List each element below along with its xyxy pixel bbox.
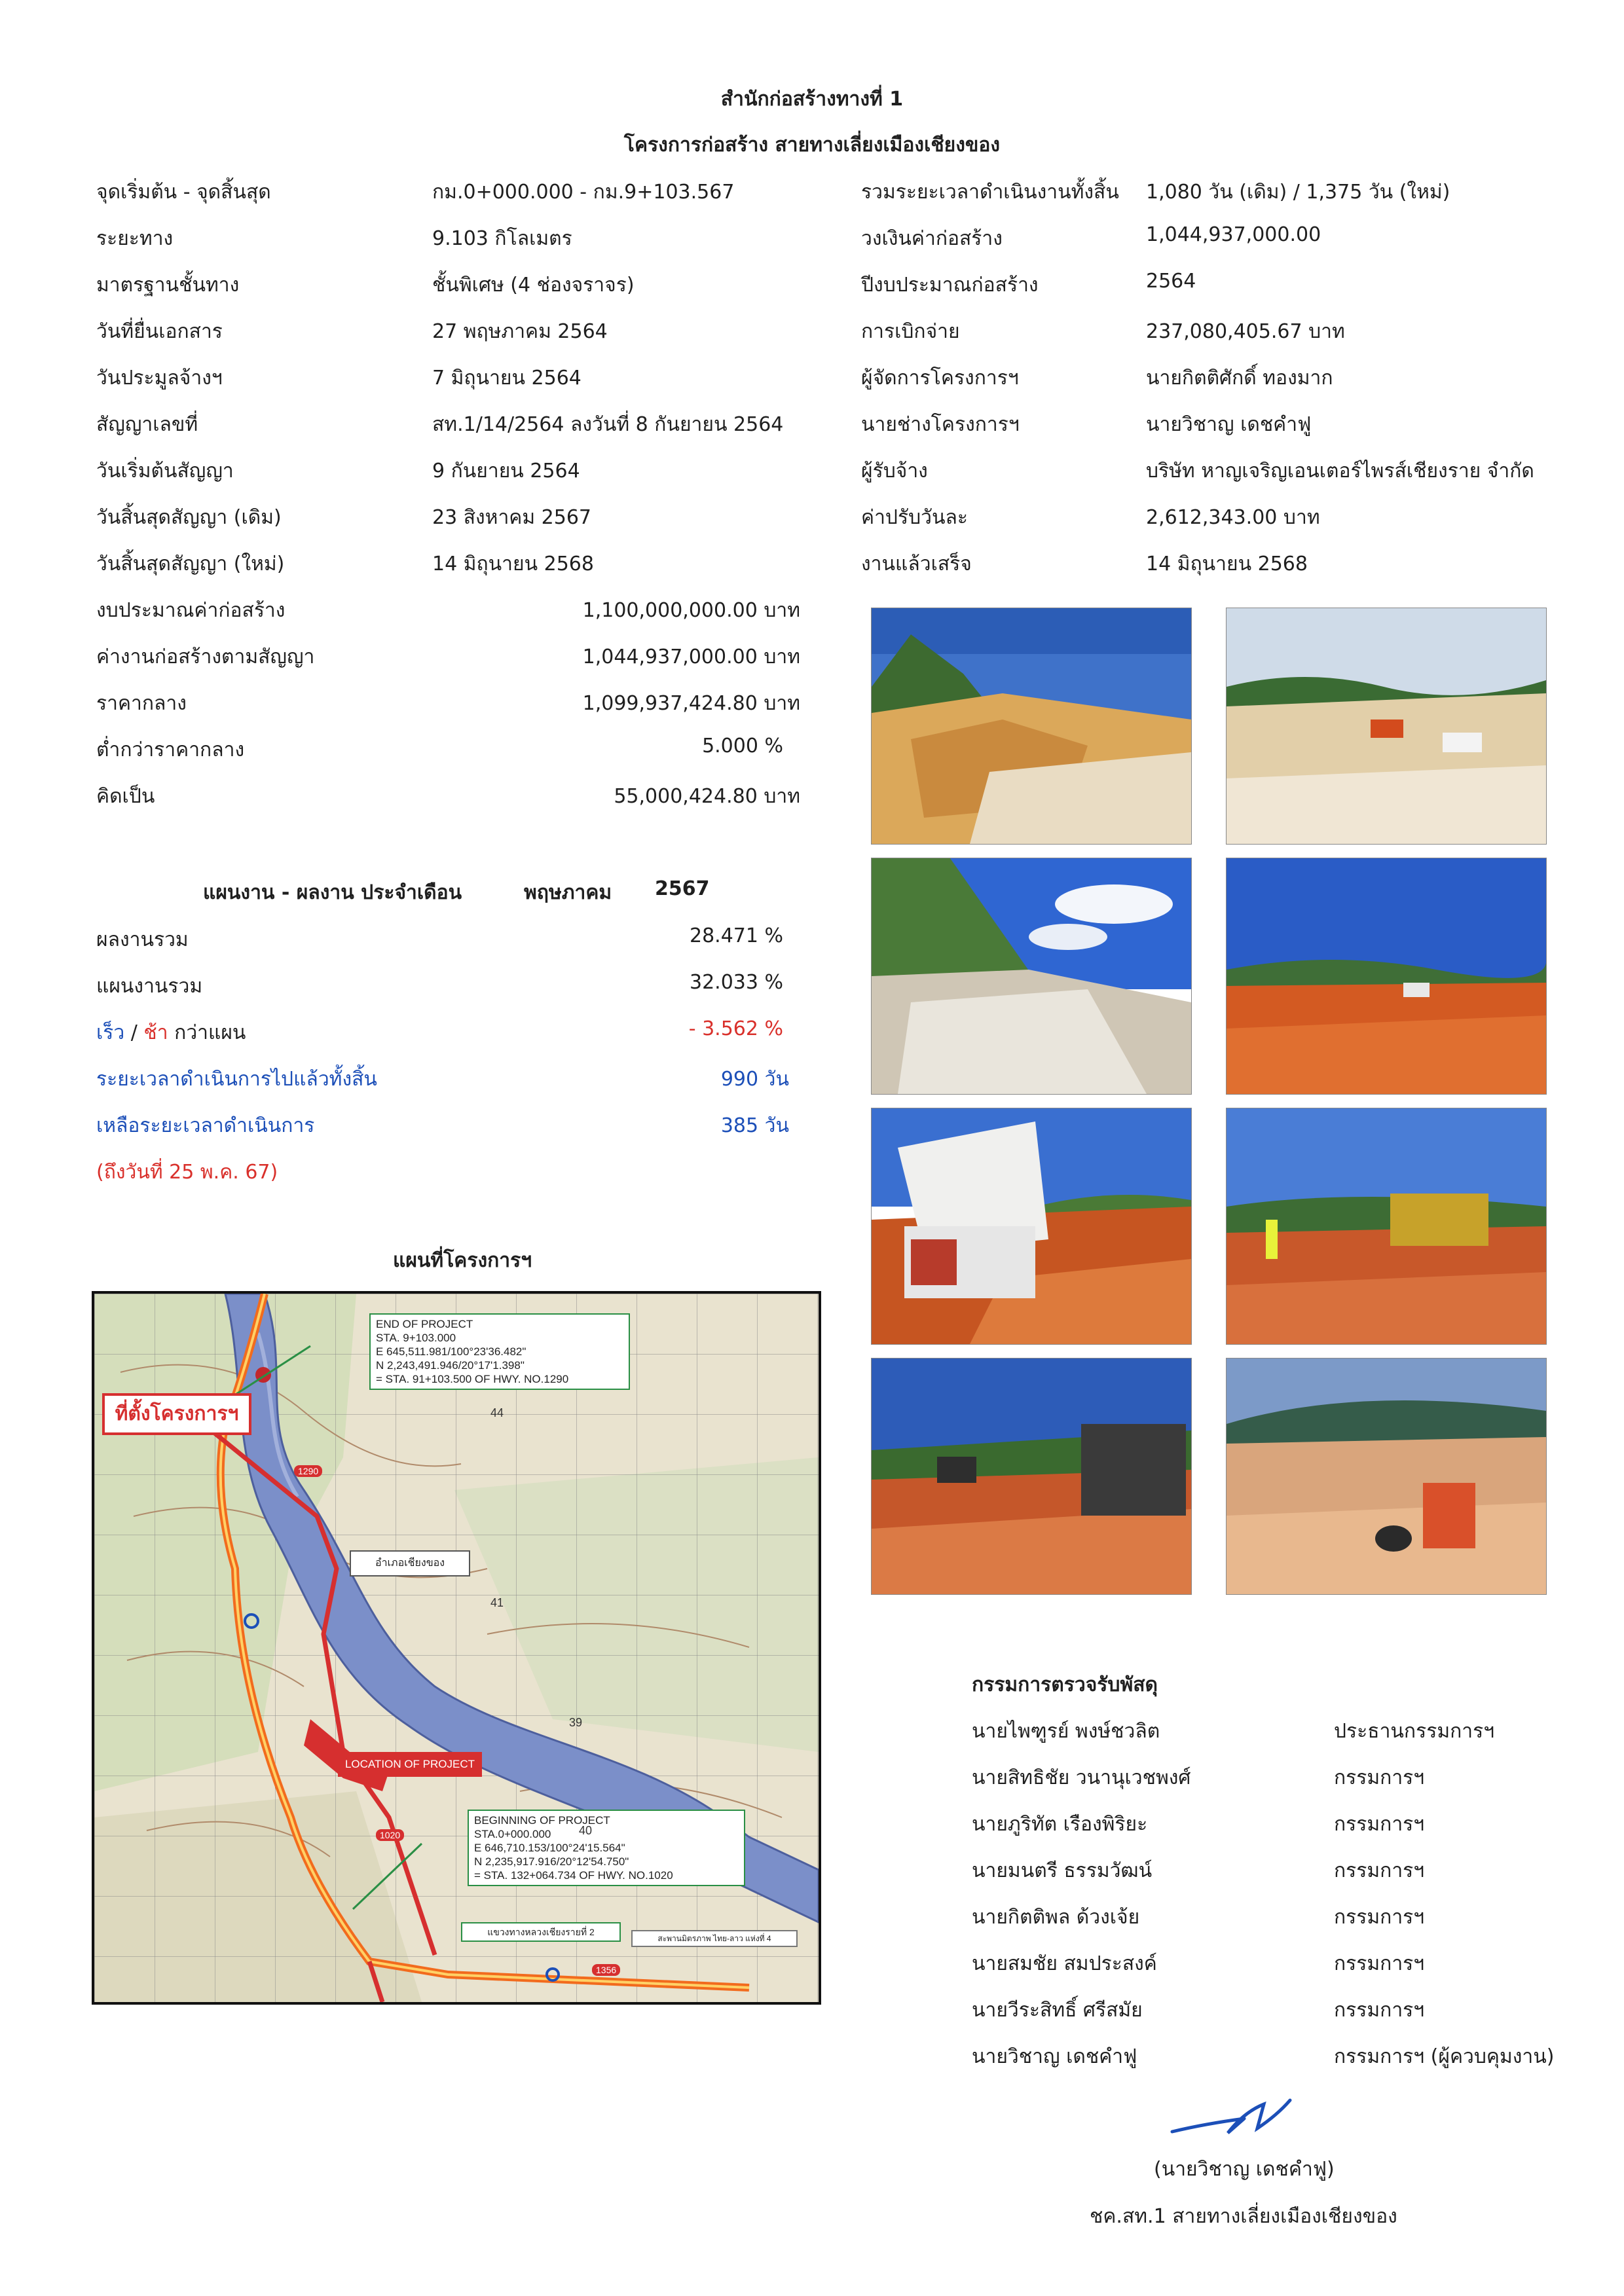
info-label: จุดเริ่มต้น - จุดสิ้นสุด [96, 181, 271, 204]
info-value: 14 มิถุนายน 2568 [432, 553, 594, 575]
junction-label: แขวงทางหลวงเชียงรายที่ 2 [461, 1922, 621, 1942]
site-photo [871, 1108, 1192, 1345]
info-value: 1,044,937,000.00 [1146, 223, 1321, 246]
elapsed-value: 990 วัน [720, 1068, 789, 1091]
info-label: นายช่างโครงการฯ [861, 413, 1020, 436]
budget-label: ราคากลาง [96, 692, 187, 715]
office-title: สำนักก่อสร้างทางที่ 1 [720, 88, 904, 111]
callout-line: END OF PROJECT [376, 1318, 473, 1330]
callout-line: STA.0+000.000 [474, 1828, 551, 1840]
info-label: ค่าปรับวันละ [861, 506, 968, 529]
callout-line: E 646,710.153/100°24'15.564" [474, 1842, 625, 1854]
member-name: นายวีระสิทธิ์ ศรีสมัย [972, 1999, 1143, 2022]
info-label: งานแล้วเสร็จ [861, 553, 972, 575]
remaining-label: เหลือระยะเวลาดำเนินการ [96, 1114, 315, 1137]
info-value: นายกิตติศักดิ์ ทองมาก [1146, 367, 1333, 390]
info-value: 1,080 วัน (เดิม) / 1,375 วัน (ใหม่) [1146, 181, 1450, 204]
progress-year: 2567 [655, 877, 710, 900]
info-value: 2564 [1146, 270, 1196, 293]
progress-heading: แผนงาน - ผลงาน ประจำเดือน [203, 881, 462, 904]
info-label: วันสิ้นสุดสัญญา (ใหม่) [96, 553, 285, 575]
speed-label [96, 1017, 246, 1048]
signature-image [1166, 2092, 1310, 2145]
map-heading: แผนที่โครงการฯ [393, 1249, 532, 1272]
callout-line: = STA. 91+103.500 OF HWY. NO.1290 [376, 1373, 569, 1385]
info-value: บริษัท หาญเจริญเอนเตอร์ไพรส์เชียงราย จำกัด [1146, 460, 1534, 483]
site-photo [1226, 1358, 1547, 1595]
grid-label: 39 [569, 1716, 583, 1729]
info-value: 23 สิงหาคม 2567 [432, 506, 592, 529]
info-label: วงเงินค่าก่อสร้าง [861, 227, 1003, 250]
budget-value: 1,099,937,424.80 บาท [582, 692, 800, 715]
site-photo [871, 608, 1192, 845]
highway-shield: 1356 [592, 1964, 620, 1976]
location-of-project-label: LOCATION OF PROJECT [338, 1752, 482, 1777]
info-value: นายวิชาญ เดชคำฟู [1146, 413, 1312, 436]
site-photo [1226, 858, 1547, 1095]
diff-value: - 3.562 % [688, 1017, 783, 1040]
member-name: นายวิชาญ เดชคำฟู [972, 2045, 1137, 2068]
actual-value: 28.471 % [689, 924, 783, 947]
callout-line: N 2,243,491.946/20°17'1.398" [376, 1359, 525, 1372]
member-name: นายกิตติพล ด้วงเจ้ย [972, 1906, 1140, 1929]
member-role: กรรมการฯ [1334, 1906, 1425, 1929]
project-title: โครงการก่อสร้าง สายทางเลี่ยงเมืองเชียงของ [623, 134, 1001, 156]
site-photo [1226, 608, 1547, 845]
signer-name: (นายวิชาญ เดชคำฟู) [1154, 2158, 1335, 2181]
highway-shield: 1290 [294, 1465, 322, 1477]
callout-line: = STA. 132+064.734 OF HWY. NO.1020 [474, 1869, 673, 1882]
end-of-project-callout [369, 1313, 630, 1390]
site-photo [871, 858, 1192, 1095]
committee-heading: กรรมการตรวจรับพัสดุ [972, 1673, 1158, 1696]
info-value: 237,080,405.67 บาท [1146, 320, 1345, 343]
info-value: 9 กันยายน 2564 [432, 460, 580, 483]
budget-value: 5.000 % [702, 735, 783, 757]
member-name: นายไพฑูรย์ พงษ์ชวลิต [972, 1720, 1160, 1743]
site-location-label: ที่ตั้งโครงการฯ [102, 1393, 251, 1435]
callout-line: E 645,511.981/100°23'36.482" [376, 1345, 526, 1358]
site-photo [1226, 1108, 1547, 1345]
info-value: ชั้นพิเศษ (4 ช่องจราจร) [432, 274, 635, 297]
info-value: กม.0+000.000 - กม.9+103.567 [432, 181, 735, 204]
info-label: ผู้จัดการโครงการฯ [861, 367, 1019, 390]
info-label: ระยะทาง [96, 227, 174, 250]
info-value: 27 พฤษภาคม 2564 [432, 320, 608, 343]
budget-value: 1,044,937,000.00 บาท [582, 646, 800, 668]
budget-label: งบประมาณค่าก่อสร้าง [96, 599, 286, 622]
info-label: รวมระยะเวลาดำเนินงานทั้งสิ้น [861, 181, 1119, 204]
grid-label: 40 [579, 1824, 593, 1837]
member-name: นายสมชัย สมประสงค์ [972, 1952, 1157, 1975]
member-role: กรรมการฯ [1334, 1813, 1425, 1836]
member-role: กรรมการฯ [1334, 1999, 1425, 2022]
budget-value: 55,000,424.80 บาท [614, 785, 800, 808]
speed-separator: / [124, 1021, 144, 1044]
plan-value: 32.033 % [689, 971, 783, 994]
callout-line: BEGINNING OF PROJECT [474, 1814, 610, 1827]
vs-plan-label: กว่าแผน [168, 1021, 246, 1044]
member-role: กรรมการฯ [1334, 1859, 1425, 1882]
budget-label: ค่างานก่อสร้างตามสัญญา [96, 646, 315, 668]
info-label: มาตรฐานชั้นทาง [96, 274, 240, 297]
grid-label: 44 [490, 1406, 504, 1419]
bridge-label: สะพานมิตรภาพ ไทย-ลาว แห่งที่ 4 [631, 1930, 798, 1947]
member-role: กรรมการฯ (ผู้ควบคุมงาน) [1334, 2045, 1555, 2068]
grid-label: 41 [490, 1596, 504, 1609]
member-role: ประธานกรรมการฯ [1334, 1720, 1495, 1743]
info-label: สัญญาเลขที่ [96, 413, 198, 436]
info-label: วันเริ่มต้นสัญญา [96, 460, 234, 483]
budget-label: คิดเป็น [96, 785, 155, 808]
signer-position: ชค.สท.1 สายทางเลี่ยงเมืองเชียงของ [1090, 2205, 1397, 2228]
member-name: นายภูริทัต เรืองพิริยะ [972, 1813, 1148, 1836]
info-value: 7 มิถุนายน 2564 [432, 367, 581, 390]
remaining-value: 385 วัน [720, 1114, 789, 1137]
member-role: กรรมการฯ [1334, 1952, 1425, 1975]
budget-value: 1,100,000,000.00 บาท [582, 599, 800, 622]
info-value: สท.1/14/2564 ลงวันที่ 8 กันยายน 2564 [432, 413, 784, 436]
site-photo [871, 1358, 1192, 1595]
fast-label: เร็ว [96, 1021, 125, 1044]
actual-label: ผลงานรวม [96, 928, 189, 951]
callout-line: N 2,235,917.916/20°12'54.750" [474, 1855, 629, 1868]
town-label: อำเภอเชียงของ [350, 1550, 470, 1576]
budget-label: ต่ำกว่าราคากลาง [96, 738, 245, 761]
project-map [92, 1291, 821, 2005]
progress-month: พฤษภาคม [524, 881, 612, 904]
info-label: ผู้รับจ้าง [861, 460, 928, 483]
highway-shield: 1020 [376, 1829, 404, 1841]
info-label: ปีงบประมาณก่อสร้าง [861, 274, 1039, 297]
elapsed-label: ระยะเวลาดำเนินการไปแล้วทั้งสิ้น [96, 1068, 377, 1091]
beginning-of-project-callout [468, 1810, 745, 1886]
slow-label: ช้า [143, 1021, 168, 1044]
as-of-date: (ถึงวันที่ 25 พ.ค. 67) [96, 1161, 278, 1184]
info-value: 14 มิถุนายน 2568 [1146, 553, 1308, 575]
info-label: วันประมูลจ้างฯ [96, 367, 223, 390]
callout-line: STA. 9+103.000 [376, 1332, 456, 1344]
member-role: กรรมการฯ [1334, 1766, 1425, 1789]
info-label: วันสิ้นสุดสัญญา (เดิม) [96, 506, 282, 529]
info-value: 2,612,343.00 บาท [1146, 506, 1320, 529]
info-label: วันที่ยื่นเอกสาร [96, 320, 223, 343]
member-name: นายสิทธิชัย วนานุเวชพงศ์ [972, 1766, 1191, 1789]
member-name: นายมนตรี ธรรมวัฒน์ [972, 1859, 1153, 1882]
info-value: 9.103 กิโลเมตร [432, 227, 572, 250]
info-label: การเบิกจ่าย [861, 320, 960, 343]
plan-label: แผนงานรวม [96, 975, 203, 998]
